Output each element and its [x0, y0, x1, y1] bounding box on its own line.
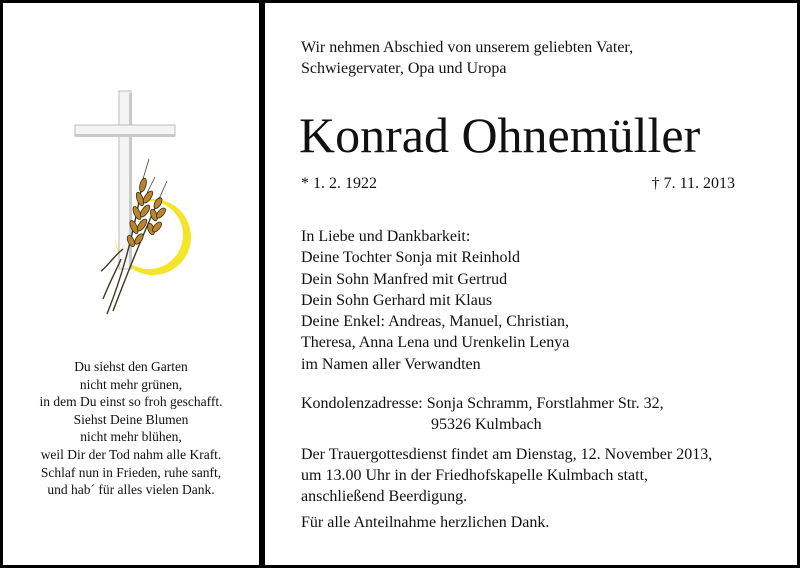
- poem: [7, 358, 255, 499]
- death-date: † 7. 11. 2013: [651, 175, 735, 192]
- birth-date: * 1. 2. 1922: [301, 175, 377, 192]
- family-line: Theresa, Anna Lena und Urenkelin Lenya: [301, 334, 570, 352]
- service-info: [301, 444, 712, 507]
- poem-line: nicht mehr grünen,: [79, 376, 183, 392]
- poem-line: Du siehst den Garten: [74, 359, 188, 374]
- left-panel: [3, 3, 259, 565]
- family-line: im Namen aller Verwandten: [301, 355, 481, 373]
- poem-line: nicht mehr blühen,: [80, 429, 182, 445]
- poem-line: Schlaf nun in Frieden, ruhe sanft,: [40, 464, 222, 480]
- cross-wheat-sun-icon: [63, 89, 203, 319]
- poem-line: Siehst Deine Blumen: [73, 411, 189, 427]
- family-line: Deine Tochter Sonja mit Reinhold: [301, 249, 520, 267]
- service-line: um 13.00 Uhr in der Friedhofskapelle Kulmbach statt,: [301, 467, 649, 484]
- condolence-line: 95326 Kulmbach: [431, 416, 542, 433]
- poem-line: in dem Du einst so froh geschafft.: [39, 394, 223, 410]
- deceased-name: Konrad Ohnemüller: [299, 107, 701, 163]
- right-panel: [265, 3, 797, 565]
- intro-line: Schwiegervater, Opa und Uropa: [301, 60, 507, 77]
- condolence-line: Kondolenzadresse: Sonja Schramm, Forstlahmer Str. 32,: [301, 395, 664, 412]
- intro-line: Wir nehmen Abschied von unserem geliebten Vater,: [301, 39, 634, 56]
- family-line: Deine Enkel: Andreas, Manuel, Christian,: [301, 313, 569, 331]
- poem-line: und hab´ für alles vielen Dank.: [47, 482, 215, 498]
- service-line: anschließend Beerdigung.: [301, 488, 468, 505]
- family-line: Dein Sohn Gerhard mit Klaus: [301, 291, 493, 309]
- thanks-text: Für alle Anteilnahme herzlichen Dank.: [301, 514, 550, 531]
- service-line: Der Trauergottesdienst findet am Dienstag, 12. November 2013,: [301, 446, 713, 463]
- condolence-address: [301, 393, 664, 435]
- intro-text: [301, 37, 633, 79]
- family-line: In Liebe und Dankbarkeit:: [301, 228, 471, 245]
- family-line: Dein Sohn Manfred mit Gertrud: [301, 270, 508, 288]
- family-list: [301, 226, 569, 375]
- poem-line: weil Dir der Tod nahm alle Kraft.: [40, 446, 222, 462]
